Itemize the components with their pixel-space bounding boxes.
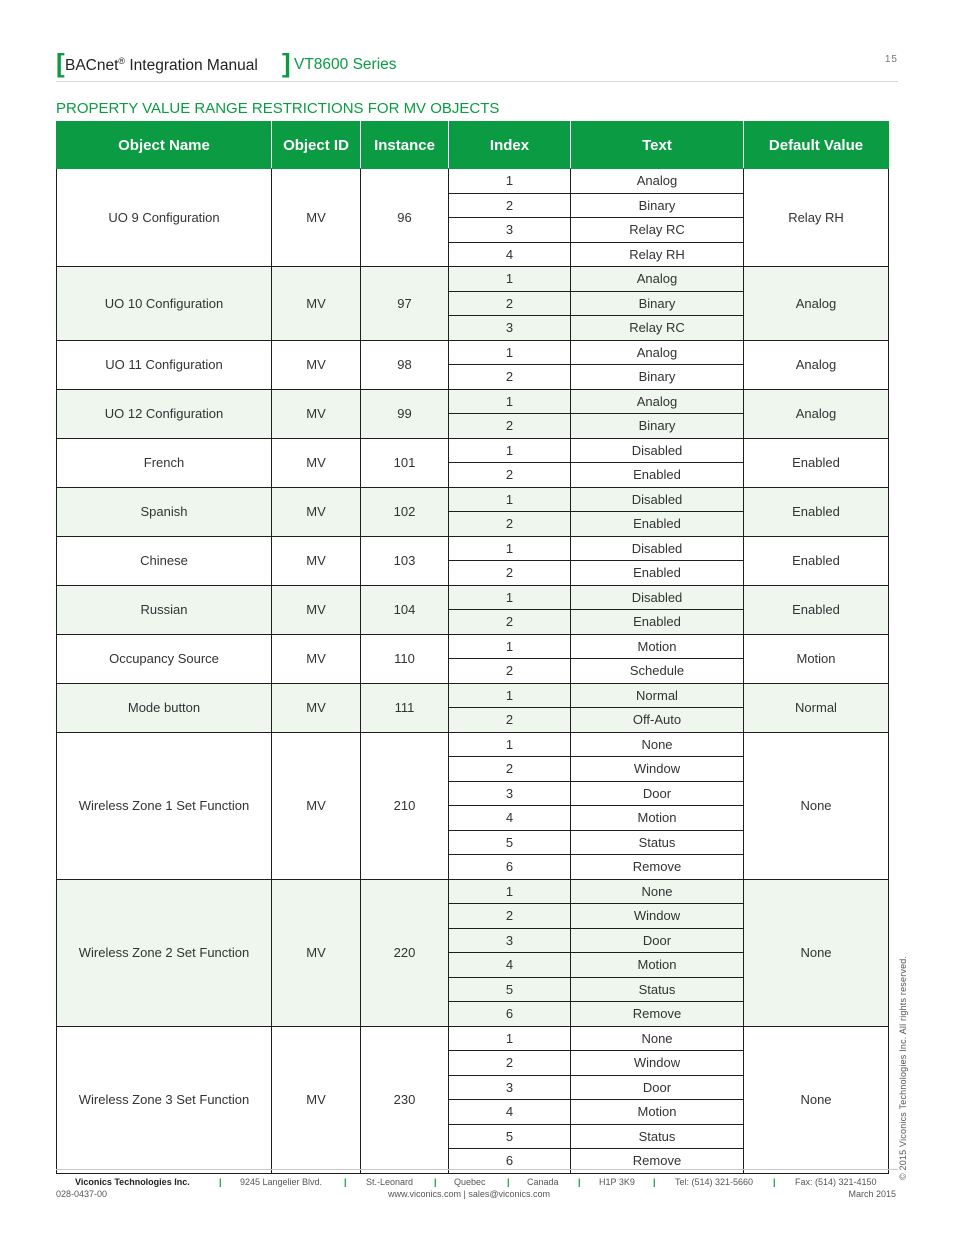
cell-instance: 99 (361, 389, 449, 438)
cell-instance: 98 (361, 340, 449, 389)
cell-text: Motion (571, 953, 744, 978)
cell-text: Disabled (571, 585, 744, 610)
cell-default-value: Enabled (744, 536, 889, 585)
cell-object-name: UO 9 Configuration (57, 169, 272, 267)
cell-index: 1 (449, 634, 571, 659)
cell-text: None (571, 732, 744, 757)
page-footer (56, 1169, 898, 1210)
cell-text: Enabled (571, 610, 744, 635)
col-default-value: Default Value (744, 122, 889, 169)
cell-index: 6 (449, 855, 571, 880)
cell-default-value: Analog (744, 340, 889, 389)
cell-instance: 110 (361, 634, 449, 683)
cell-index: 3 (449, 928, 571, 953)
cell-text: Motion (571, 806, 744, 831)
cell-text: Disabled (571, 438, 744, 463)
cell-object-id: MV (272, 169, 361, 267)
cell-object-id: MV (272, 879, 361, 1026)
cell-text: Binary (571, 291, 744, 316)
cell-object-name: Spanish (57, 487, 272, 536)
footer-separator: | (344, 1177, 347, 1187)
cell-instance: 111 (361, 683, 449, 732)
cell-object-name: Occupancy Source (57, 634, 272, 683)
cell-index: 3 (449, 1075, 571, 1100)
table-row (57, 634, 889, 659)
footer-date: March 2015 (848, 1189, 896, 1199)
page-header (56, 48, 898, 82)
col-object-name: Object Name (57, 122, 272, 169)
cell-object-name: Russian (57, 585, 272, 634)
bracket-close: ] (282, 48, 291, 78)
table-row (57, 683, 889, 708)
footer-postal: H1P 3K9 (599, 1177, 635, 1187)
table-row (57, 585, 889, 610)
cell-index: 5 (449, 830, 571, 855)
cell-text: Window (571, 1051, 744, 1076)
cell-index: 4 (449, 953, 571, 978)
cell-text: Status (571, 830, 744, 855)
section-title: PROPERTY VALUE RANGE RESTRICTIONS FOR MV OBJECTS (56, 100, 500, 117)
cell-text: Enabled (571, 561, 744, 586)
cell-index: 2 (449, 414, 571, 439)
cell-index: 6 (449, 1002, 571, 1027)
cell-object-id: MV (272, 438, 361, 487)
copyright-notice: © 2015 Viconics Technologies Inc. All rights reserved. (898, 955, 908, 1180)
cell-object-id: MV (272, 536, 361, 585)
cell-text: Window (571, 904, 744, 929)
cell-text: Door (571, 781, 744, 806)
cell-index: 5 (449, 1124, 571, 1149)
cell-default-value: Enabled (744, 438, 889, 487)
footer-separator: | (773, 1177, 776, 1187)
cell-index: 5 (449, 977, 571, 1002)
cell-index: 1 (449, 732, 571, 757)
cell-object-name: UO 11 Configuration (57, 340, 272, 389)
footer-separator: | (219, 1177, 222, 1187)
cell-index: 2 (449, 757, 571, 782)
cell-object-id: MV (272, 389, 361, 438)
cell-object-name: UO 10 Configuration (57, 267, 272, 341)
cell-text: Door (571, 1075, 744, 1100)
cell-index: 1 (449, 267, 571, 292)
col-index: Index (449, 122, 571, 169)
cell-default-value: None (744, 879, 889, 1026)
cell-default-value: None (744, 1026, 889, 1173)
cell-index: 4 (449, 242, 571, 267)
cell-text: Schedule (571, 659, 744, 684)
cell-index: 4 (449, 806, 571, 831)
cell-instance: 101 (361, 438, 449, 487)
cell-object-name: UO 12 Configuration (57, 389, 272, 438)
mv-property-table (56, 121, 889, 1174)
table-row (57, 1026, 889, 1051)
cell-index: 2 (449, 512, 571, 537)
footer-country: Canada (527, 1177, 559, 1187)
cell-text: Status (571, 1124, 744, 1149)
cell-text: Analog (571, 389, 744, 414)
cell-instance: 220 (361, 879, 449, 1026)
cell-text: Remove (571, 1002, 744, 1027)
cell-object-name: Wireless Zone 3 Set Function (57, 1026, 272, 1173)
table-header-row (57, 122, 889, 169)
cell-instance: 230 (361, 1026, 449, 1173)
cell-instance: 97 (361, 267, 449, 341)
cell-default-value: Analog (744, 389, 889, 438)
footer-separator: | (434, 1177, 437, 1187)
series-name: VT8600 Series (294, 56, 397, 73)
cell-object-id: MV (272, 340, 361, 389)
cell-default-value: Normal (744, 683, 889, 732)
cell-text: None (571, 1026, 744, 1051)
cell-text: Disabled (571, 487, 744, 512)
footer-company: Viconics Technologies Inc. (75, 1177, 190, 1187)
cell-index: 3 (449, 781, 571, 806)
cell-index: 3 (449, 316, 571, 341)
cell-object-id: MV (272, 1026, 361, 1173)
cell-text: Motion (571, 634, 744, 659)
footer-tel: Tel: (514) 321-5660 (675, 1177, 754, 1187)
cell-object-id: MV (272, 585, 361, 634)
cell-object-name: French (57, 438, 272, 487)
cell-index: 2 (449, 659, 571, 684)
cell-object-name: Mode button (57, 683, 272, 732)
col-object-id: Object ID (272, 122, 361, 169)
cell-index: 1 (449, 438, 571, 463)
cell-text: Analog (571, 267, 744, 292)
cell-index: 2 (449, 561, 571, 586)
footer-address: 9245 Langelier Blvd. (240, 1177, 323, 1187)
cell-object-id: MV (272, 732, 361, 879)
cell-text: Window (571, 757, 744, 782)
col-text: Text (571, 122, 744, 169)
table-row (57, 536, 889, 561)
cell-text: None (571, 879, 744, 904)
cell-index: 1 (449, 683, 571, 708)
cell-text: Binary (571, 365, 744, 390)
cell-object-name: Wireless Zone 1 Set Function (57, 732, 272, 879)
cell-index: 2 (449, 610, 571, 635)
footer-doc-number: 028-0437-00 (56, 1189, 108, 1199)
footer-web-email: www.viconics.com | sales@viconics.com (388, 1189, 551, 1199)
cell-text: Binary (571, 414, 744, 439)
cell-text: Relay RC (571, 316, 744, 341)
cell-index: 1 (449, 536, 571, 561)
cell-text: Off-Auto (571, 708, 744, 733)
cell-object-name: Wireless Zone 2 Set Function (57, 879, 272, 1026)
footer-fax: Fax: (514) 321-4150 (795, 1177, 877, 1187)
footer-province: Quebec (454, 1177, 486, 1187)
cell-index: 2 (449, 365, 571, 390)
table-body (57, 169, 889, 1174)
table-row (57, 267, 889, 292)
cell-text: Relay RC (571, 218, 744, 243)
cell-object-id: MV (272, 487, 361, 536)
cell-index: 4 (449, 1100, 571, 1125)
footer-separator: | (578, 1177, 581, 1187)
cell-text: Enabled (571, 463, 744, 488)
cell-instance: 103 (361, 536, 449, 585)
cell-text: Normal (571, 683, 744, 708)
table-row (57, 169, 889, 194)
cell-text: Analog (571, 340, 744, 365)
cell-index: 2 (449, 291, 571, 316)
page-number: 15 (884, 54, 898, 65)
cell-instance: 96 (361, 169, 449, 267)
cell-index: 1 (449, 389, 571, 414)
cell-default-value: Enabled (744, 487, 889, 536)
cell-text: Relay RH (571, 242, 744, 267)
cell-object-id: MV (272, 634, 361, 683)
cell-text: Status (571, 977, 744, 1002)
cell-index: 1 (449, 340, 571, 365)
cell-text: Door (571, 928, 744, 953)
cell-object-id: MV (272, 683, 361, 732)
cell-object-name: Chinese (57, 536, 272, 585)
footer-separator: | (507, 1177, 510, 1187)
footer-city: St.-Leonard (366, 1177, 414, 1187)
cell-index: 2 (449, 708, 571, 733)
cell-text: Remove (571, 855, 744, 880)
cell-text: Analog (571, 169, 744, 194)
table-row (57, 389, 889, 414)
cell-default-value: Enabled (744, 585, 889, 634)
cell-text: Remove (571, 1149, 744, 1174)
cell-default-value: Relay RH (744, 169, 889, 267)
table-row (57, 879, 889, 904)
cell-text: Binary (571, 193, 744, 218)
cell-default-value: Analog (744, 267, 889, 341)
footer-separator: | (653, 1177, 656, 1187)
cell-text: Motion (571, 1100, 744, 1125)
cell-index: 1 (449, 585, 571, 610)
cell-index: 2 (449, 904, 571, 929)
table-row (57, 340, 889, 365)
cell-text: Enabled (571, 512, 744, 537)
table-row (57, 487, 889, 512)
cell-instance: 104 (361, 585, 449, 634)
cell-index: 1 (449, 487, 571, 512)
cell-index: 2 (449, 463, 571, 488)
bracket-open: [ (56, 48, 65, 78)
table-row (57, 732, 889, 757)
cell-index: 2 (449, 193, 571, 218)
cell-index: 1 (449, 169, 571, 194)
cell-index: 1 (449, 1026, 571, 1051)
table-row (57, 438, 889, 463)
cell-instance: 102 (361, 487, 449, 536)
cell-default-value: None (744, 732, 889, 879)
cell-index: 2 (449, 1051, 571, 1076)
cell-index: 3 (449, 218, 571, 243)
cell-default-value: Motion (744, 634, 889, 683)
manual-title: BACnet® Integration Manual (65, 56, 258, 75)
cell-text: Disabled (571, 536, 744, 561)
col-instance: Instance (361, 122, 449, 169)
cell-index: 6 (449, 1149, 571, 1174)
cell-index: 1 (449, 879, 571, 904)
cell-instance: 210 (361, 732, 449, 879)
cell-object-id: MV (272, 267, 361, 341)
